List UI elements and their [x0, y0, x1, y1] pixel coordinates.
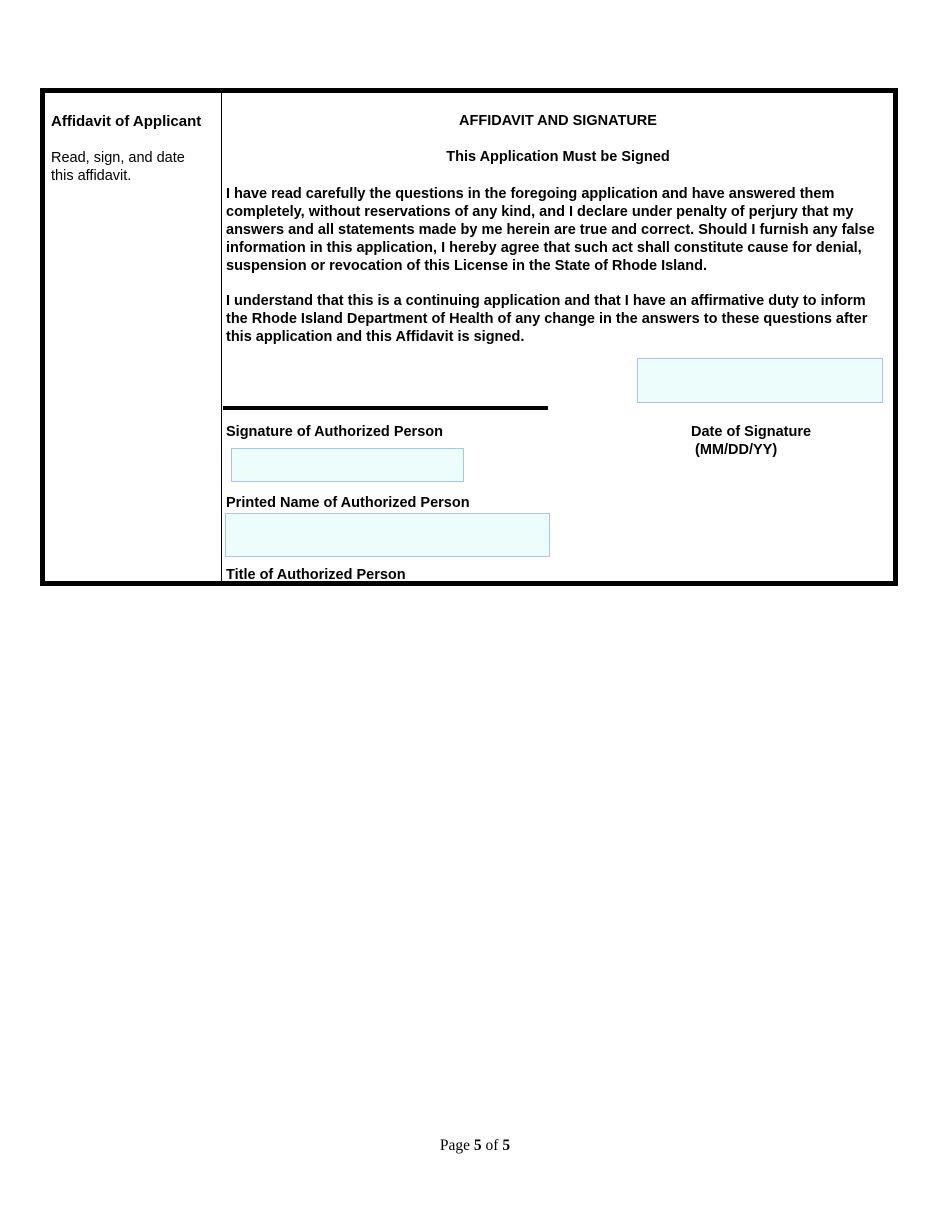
signature-line[interactable] [223, 406, 548, 410]
page-of-text: of [485, 1137, 499, 1154]
page-prefix: Page [439, 1137, 471, 1154]
title-input[interactable] [225, 513, 550, 557]
affidavit-form [40, 88, 898, 586]
date-of-signature-label: Date of Signature [691, 424, 812, 440]
sidebar-description: Read, sign, and date this affidavit. [51, 150, 185, 184]
date-format-hint: (MM/DD/YY) [695, 442, 778, 458]
column-divider [221, 93, 222, 581]
total-pages-number: 5 [502, 1137, 511, 1154]
date-of-signature-input[interactable] [637, 358, 883, 403]
printed-name-label: Printed Name of Authorized Person [226, 495, 470, 511]
printed-name-input[interactable] [231, 448, 464, 482]
affidavit-subtitle: This Application Must be Signed [446, 149, 670, 165]
affidavit-paragraph-1: I have read carefully the questions in the foregoing application and have answered them completely, without reservations of any kind, and I declare under penalty of perjury that my answers and all statements made by me herein are true and correct. Should I furnish any false information in this application, I hereby agree that such act shall constitute cause for denial, suspension or revocation of this License in the State of Rhode Island. [226, 186, 875, 274]
signature-label: Signature of Authorized Person [226, 424, 443, 440]
current-page-number: 5 [473, 1137, 482, 1154]
affidavit-paragraph-2: I understand that this is a continuing application and that I have an affirmative duty to inform the Rhode Island Department of Health of any change in the answers to these questions after this application and this Affidavit is signed. [226, 293, 868, 345]
title-label: Title of Authorized Person [226, 567, 406, 583]
affidavit-title: AFFIDAVIT AND SIGNATURE [459, 113, 657, 129]
sidebar-title: Affidavit of Applicant [51, 113, 202, 130]
page-footer [0, 1137, 950, 1155]
